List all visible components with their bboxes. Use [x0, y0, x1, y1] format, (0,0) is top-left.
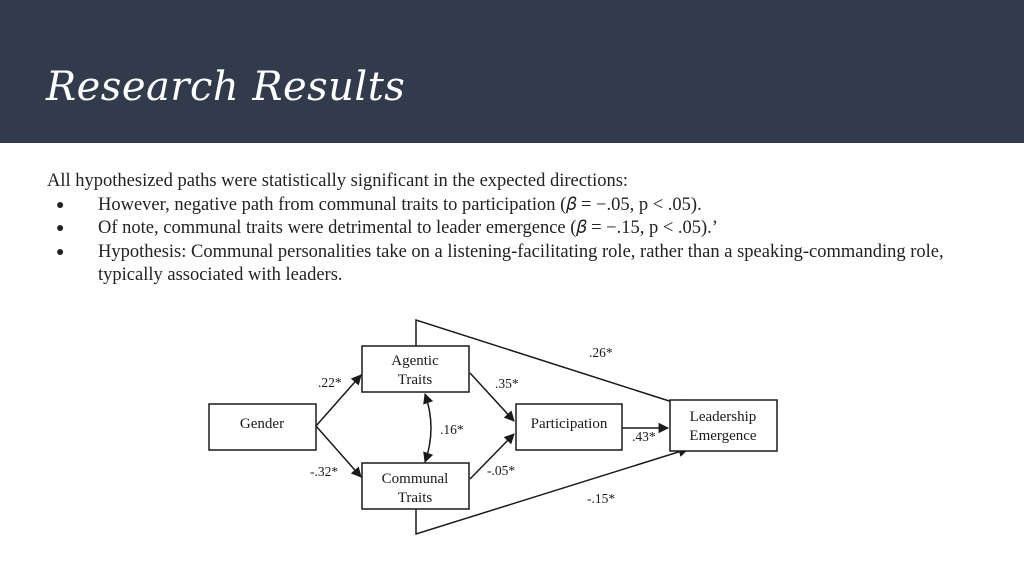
node-communal-label-line1: Communal: [381, 471, 449, 487]
intro-text: All hypothesized paths were statistically significant in the expected directions:: [47, 171, 629, 191]
bullet-item: [47, 217, 987, 241]
path-diagram: [200, 310, 790, 540]
node-agentic-label-line2: Traits: [397, 372, 433, 388]
coef-communal-participation: -.05*: [487, 463, 516, 478]
coef-agentic-participation: .35*: [495, 376, 519, 391]
slide-title: Research Results: [46, 64, 406, 110]
node-participation-label: Participation: [530, 416, 608, 432]
bullet-dot-icon: ●: [56, 244, 65, 260]
coef-agentic-leadership: .26*: [589, 345, 613, 360]
coef-gender-agentic: .22*: [318, 375, 342, 390]
path-agentic-communal-correlation: [425, 394, 431, 462]
coef-participation-leadership: .43*: [632, 429, 656, 444]
bullet-dot-icon: ●: [56, 221, 65, 236]
bullet-list: [47, 194, 987, 288]
node-agentic-label-line1: Agentic: [391, 353, 439, 369]
node-leadership-label-line1: Leadership: [689, 409, 757, 425]
bullet-text: However, negative path from communal traits to participation (𝛽 = −.05, p < .05).: [98, 194, 702, 215]
bullet-text: Of note, communal traits were detrimental to leader emergence (𝛽 = −.15, p < .05).’: [98, 218, 718, 238]
bullet-item: [47, 194, 987, 218]
slide-body: [47, 170, 987, 288]
node-leadership-label-line2: Emergence: [689, 428, 757, 444]
coef-communal-leadership: -.15*: [587, 491, 616, 506]
bullet-text: Hypothesis: Communal personalities take on a listening-facilitating role, rather than a speaking-commanding role, typically associated with leaders.: [98, 241, 944, 285]
bullet-item: [47, 241, 987, 288]
coef-gender-communal: -.32*: [310, 464, 339, 479]
node-communal-label-line2: Traits: [397, 490, 433, 506]
bullet-dot-icon: ●: [56, 197, 65, 213]
title-bar: [0, 0, 1024, 143]
node-gender-label: Gender: [239, 416, 285, 432]
coef-agentic-communal: .16*: [440, 422, 464, 437]
